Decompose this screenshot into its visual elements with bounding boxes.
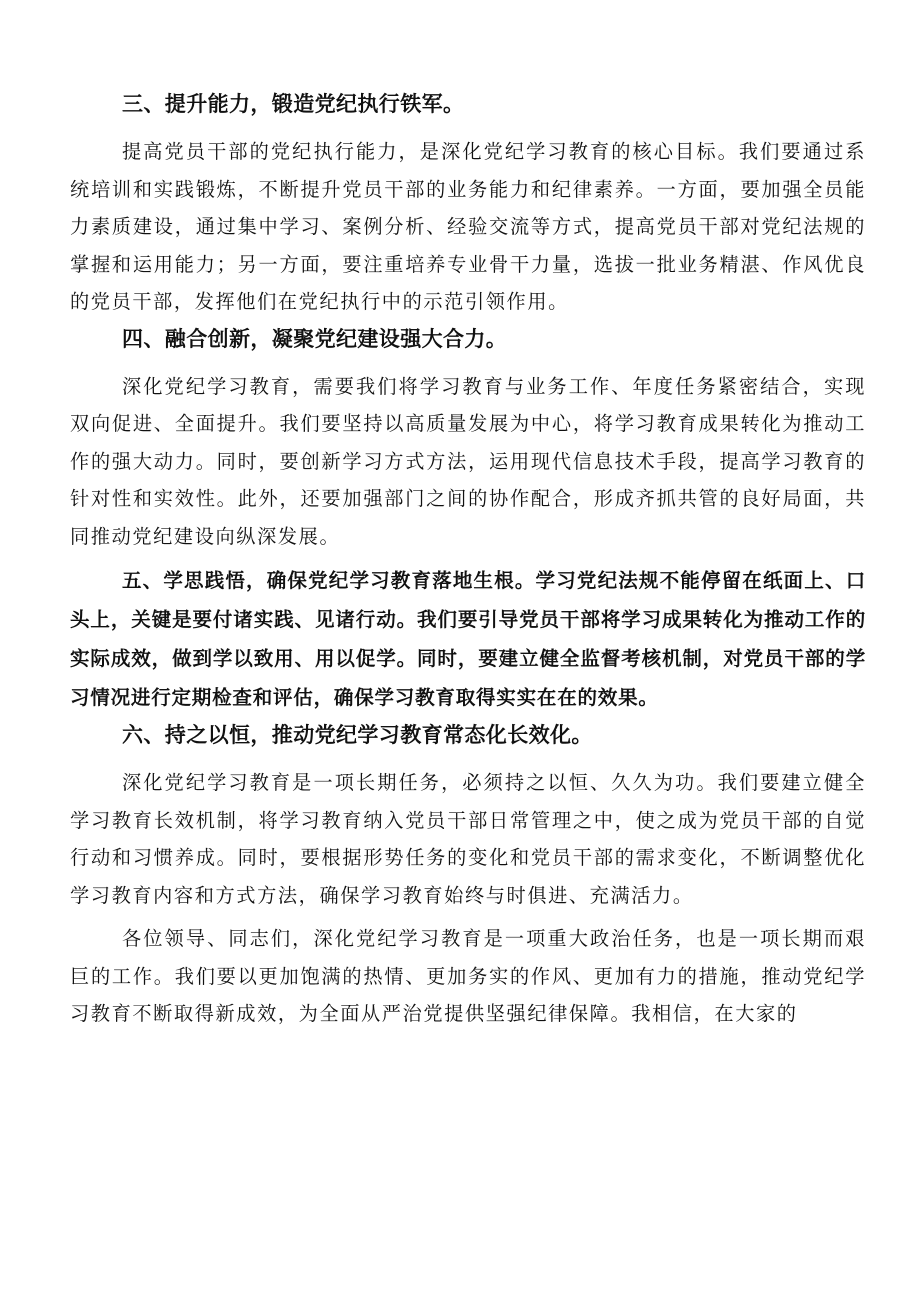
section-heading-4: 四、融合创新，凝聚党纪建设强大合力。 <box>122 326 508 351</box>
closing-paragraph: 各位领导、同志们，深化党纪学习教育是一项重大政治任务，也是一项长期而艰巨的工作。我们要以更加饱满的热情、更加务实的作风、更加有力的措施，推动党纪学习教育不断取得新成效，为全面从严治党提供坚强纪律保障。我相信，在大家的 <box>70 927 866 1025</box>
section-heading-3: 三、提升能力，锻造党纪执行铁军。 <box>122 92 465 116</box>
section-paragraph-6: 深化党纪学习教育是一项长期任务，必须持之以恒、久久为功。我们要建立健全学习教育长效机制，将学习教育纳入党员干部日常管理之中，使之成为党员干部的自觉行动和习惯养成。同时，要根据形势任务的变化和党员干部的需求变化，不断调整优化学习教育内容和方式方法，确保学习教育始终与时俱进、充满活力。 <box>70 771 866 907</box>
document-body <box>70 92 866 1039</box>
section-paragraph-4: 深化党纪学习教育，需要我们将学习教育与业务工作、年度任务紧密结合，实现双向促进、全面提升。我们要坚持以高质量发展为中心，将学习教育成果转化为推动工作的强大动力。同时，要创新学习方式方法，运用现代信息技术手段，提高学习教育的针对性和实效性。此外，还要加强部门之间的协作配合，形成齐抓共管的良好局面，共同推动党纪建设向纵深发展。 <box>70 374 866 548</box>
section-heading-6: 六、持之以恒，推动党纪学习教育常态化长效化。 <box>122 723 593 747</box>
section-paragraph-3: 提高党员干部的党纪执行能力，是深化党纪学习教育的核心目标。我们要通过系统培训和实践锻炼，不断提升党员干部的业务能力和纪律素养。一方面，要加强全员能力素质建设，通过集中学习、案例分析、经验交流等方式，提高党员干部对党纪法规的掌握和运用能力；另一方面，要注重培养专业骨干力量，选拔一批业务精湛、作风优良的党员干部，发挥他们在党纪执行中的示范引领作用。 <box>70 140 866 313</box>
section-paragraph-5: 五、学思践悟，确保党纪学习教育落地生根。学习党纪法规不能停留在纸面上、口头上，关键是要付诸实践、见诸行动。我们要引导党员干部将学习成果转化为推动工作的实际成效，做到学以致用、用以促学。同时，要建立健全监督考核机制，对党员干部的学习情况进行定期检查和评估，确保学习教育取得实实在在的效果。 <box>70 569 866 709</box>
